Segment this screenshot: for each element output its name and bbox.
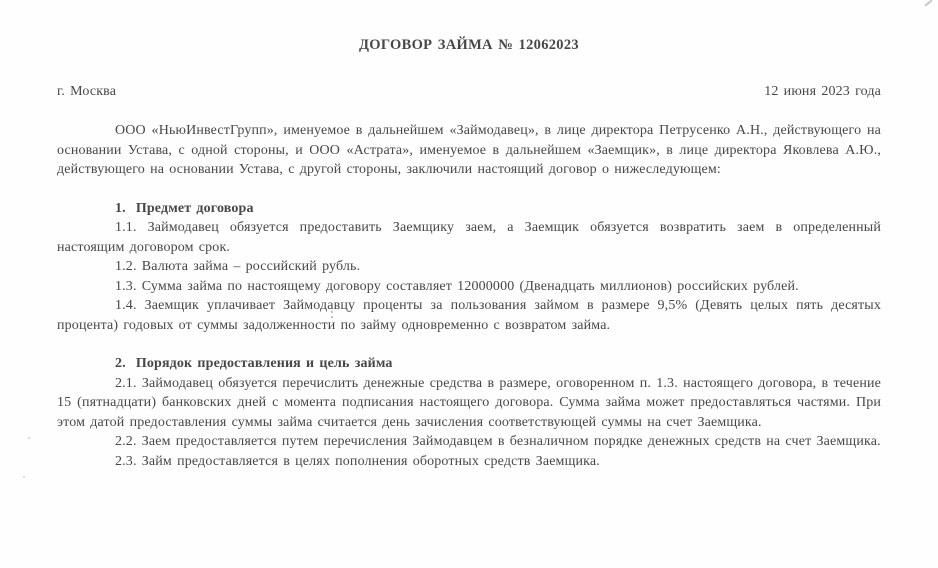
preamble-paragraph: ООО «НьюИнвестГрупп», именуемое в дальнейшем «Займодавец», в лице директора Петрусенко А.Н., действующего на основании Устава, с одной стороны, и ООО «Астрата», именуемое в дальнейшем «Заемщик», в лице директора Яковлева А.Ю., действующего на основании Устава, с другой стороны, заключили настоящий договор о нижеследующем: [57, 123, 881, 177]
scan-artifact-corner-mark [924, 0, 932, 7]
clause-2-3: 2.3. Займ предоставляется в целях пополнения оборотных средств Заемщика. [115, 453, 600, 469]
clause-1-2: 1.2. Валюта займа – российский рубль. [115, 259, 361, 274]
clause-1-4: 1.4. Заемщик уплачивает Займодавцу проценты за пользования займом в размере 9,5% (Девять целых пять десятых процента) годовых от суммы задолженности по займу одновременно с возвратом займа. [57, 298, 881, 333]
document-city: г. Москва [57, 83, 117, 99]
document-content [57, 36, 881, 471]
section-1-number: 1. [115, 200, 126, 216]
clause-1-1: 1.1. Займодавец обязуется предоставить Заемщику заем, а Заемщик обязуется возвратить заем в определенный настоящим договором срок. [57, 220, 881, 255]
section-1-heading [57, 199, 881, 219]
place-date-row [57, 82, 881, 102]
document-date: 12 июня 2023 года [764, 83, 881, 99]
scan-speckle [28, 437, 30, 439]
scan-speckle [23, 476, 25, 478]
section-2-title: Порядок предоставления и цель займа [135, 356, 393, 371]
clause-1-3: 1.3. Сумма займа по настоящему договору составляет 12000000 (Двенадцать миллионов) российских рублей. [115, 278, 799, 294]
section-2-number: 2. [115, 356, 126, 371]
section-2-heading [57, 354, 881, 374]
document-title: ДОГОВОР ЗАЙМА № 12062023 [359, 37, 579, 53]
section-1-title: Предмет договора [135, 200, 254, 216]
clause-2-2: 2.2. Заем предоставляется путем перечисления Займодавцем в безналичном порядке денежных средств на счет Заемщика. [115, 434, 881, 449]
clause-2-1: 2.1. Займодавец обязуется перечислить денежные средства в размере, оговоренном п. 1.3. настоящего договора, в течение 15 (пятнадцати) банковских дней с момента подписания настоящего договора. Сумма займа может предоставляться частями. При этом датой предоставления суммы займа считается день зачисления соответствующей суммы на счет Заемщика. [57, 375, 881, 430]
